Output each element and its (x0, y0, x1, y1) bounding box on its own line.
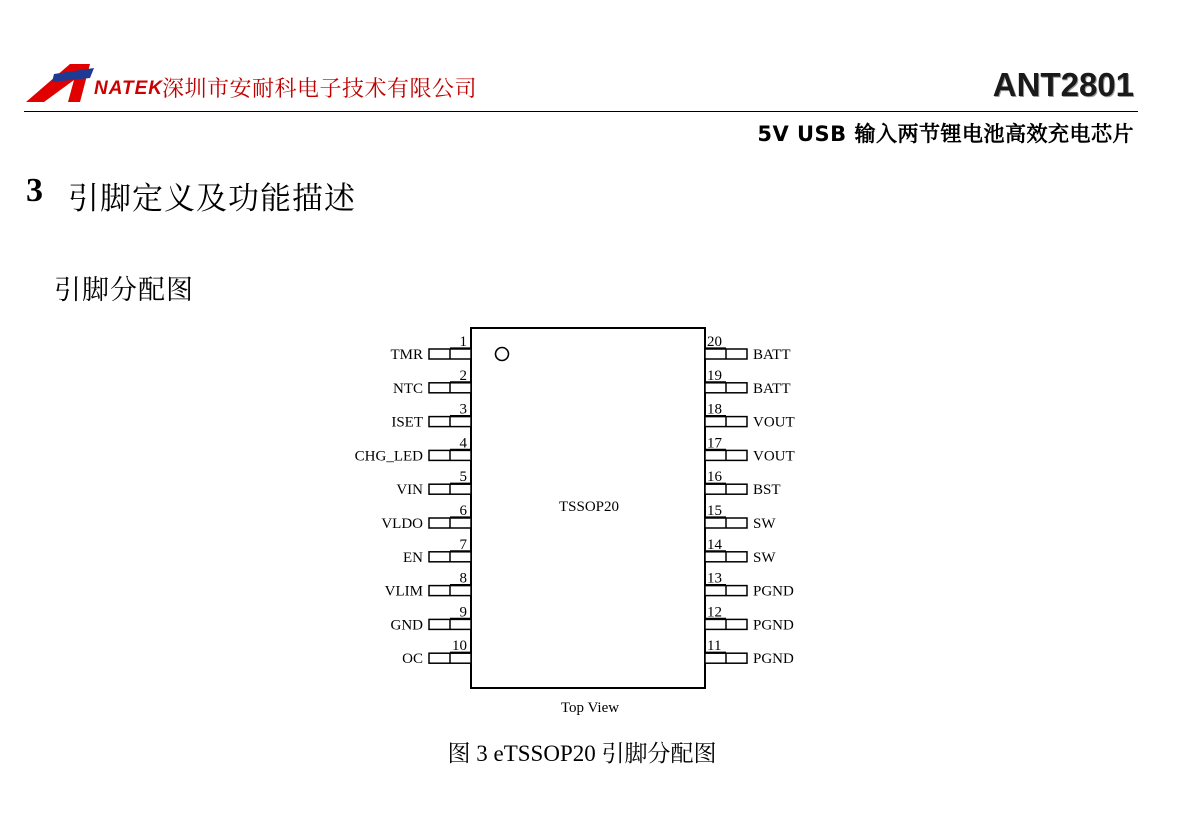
pin-name: PGND (753, 583, 794, 600)
pin-number: 5 (459, 469, 467, 486)
pin-number: 6 (459, 503, 467, 519)
package-label: TSSOP20 (558, 499, 620, 515)
pin-1 (390, 334, 471, 363)
pin-13 (705, 571, 794, 600)
pin-number: 4 (459, 435, 467, 452)
pin-name: VLIM (384, 583, 423, 600)
pin-number: 3 (459, 401, 467, 418)
pin-number: 20 (707, 334, 722, 350)
pin-number: 7 (459, 536, 467, 553)
pin-number: 9 (459, 604, 467, 621)
logo-wordmark: NATEK (94, 78, 164, 99)
pin-17 (705, 435, 795, 464)
pin-name: BATT (753, 347, 791, 363)
pin-4 (355, 435, 471, 464)
pin-number: 10 (452, 638, 467, 655)
pin-name: BST (753, 482, 781, 499)
pin-name: SW (753, 516, 776, 532)
pin-name: VIN (396, 482, 423, 499)
section-title: 引脚定义及功能描述 (68, 181, 356, 217)
pin-3 (391, 402, 471, 431)
pin-15 (705, 503, 776, 532)
pin-10 (402, 638, 471, 667)
pin-name: CHG_LED (354, 448, 423, 465)
pin-number: 12 (707, 604, 722, 621)
pin-9 (391, 604, 472, 633)
pin-number: 14 (707, 536, 722, 553)
pin-20 (705, 334, 791, 363)
pin-name: NTC (393, 380, 423, 397)
pin-5 (396, 469, 471, 498)
pin-2 (393, 368, 471, 397)
pin-number: 2 (459, 367, 467, 384)
pin-name: GND (390, 617, 423, 634)
pin-name: OC (402, 651, 423, 668)
pin-8 (385, 571, 471, 600)
pin-number: 16 (707, 469, 722, 486)
pin-number: 19 (707, 367, 722, 384)
figure-caption (0, 735, 1200, 768)
pin-name: EN (403, 549, 423, 566)
pin-name: PGND (753, 617, 794, 634)
section-number: 3 (26, 172, 43, 209)
pin-19 (705, 368, 791, 397)
view-label: Top View (560, 700, 620, 716)
pin-number: 1 (459, 334, 467, 350)
pin-name: PGND (753, 651, 794, 668)
pin-number: 17 (707, 435, 722, 452)
pin-name: VLDO (381, 516, 423, 532)
pin-7 (403, 537, 471, 566)
company-name: 深圳市安耐科电子技术有限公司 (162, 77, 478, 102)
left-pin-group (355, 334, 471, 667)
pin-number: 15 (707, 503, 722, 519)
subsection-title: 引脚分配图 (54, 275, 194, 306)
pin-12 (705, 604, 794, 633)
pin-number: 11 (707, 638, 722, 655)
pin-16 (705, 469, 781, 498)
pin-number: 8 (459, 570, 467, 587)
caption-text: 图 3 eTSSOP20 引脚分配图 (447, 741, 717, 766)
pin-name: VOUT (753, 448, 795, 465)
pin-name: VOUT (753, 414, 795, 431)
pin-name: SW (753, 549, 776, 566)
pin-number: 13 (707, 570, 722, 587)
pin-6 (381, 503, 471, 532)
pin-name: BATT (753, 380, 791, 397)
pin-14 (705, 537, 776, 566)
pin-name: TMR (390, 347, 423, 363)
part-number: ANT2801 (992, 66, 1134, 103)
pin-18 (705, 402, 795, 431)
pin-number: 18 (707, 401, 722, 418)
pin-11 (705, 638, 794, 667)
document-subtitle: 5V USB 输入两节锂电池高效充电芯片 (757, 122, 1134, 146)
right-pin-group (705, 334, 795, 667)
pin-name: ISET (391, 414, 423, 431)
